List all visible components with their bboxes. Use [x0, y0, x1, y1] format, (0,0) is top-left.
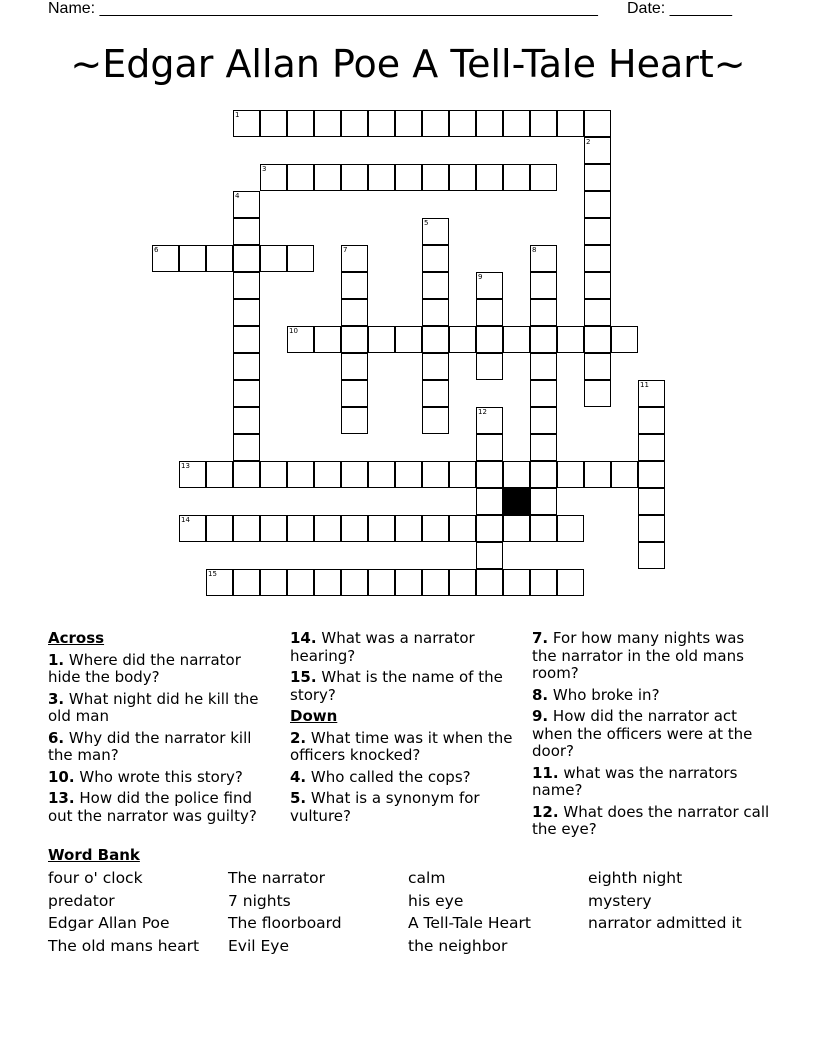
grid-cell[interactable]: [179, 515, 206, 542]
word-bank-item: four o' clock: [48, 869, 143, 887]
grid-cell-number: 9: [478, 273, 483, 281]
date-field-label: Date: _______: [627, 0, 732, 17]
grid-cell[interactable]: [233, 272, 260, 299]
grid-cell[interactable]: [395, 326, 422, 353]
grid-cell[interactable]: [503, 164, 530, 191]
clue-down-8: 8. Who broke in?: [532, 685, 660, 704]
grid-cell[interactable]: [422, 299, 449, 326]
grid-cell[interactable]: [476, 488, 503, 515]
grid-cell[interactable]: [260, 164, 287, 191]
word-bank-item: Edgar Allan Poe: [48, 914, 170, 932]
grid-cell[interactable]: [422, 245, 449, 272]
grid-cell[interactable]: [233, 380, 260, 407]
grid-cell[interactable]: [341, 353, 368, 380]
grid-cell[interactable]: [476, 434, 503, 461]
clues-column-1: [48, 630, 273, 829]
grid-cell[interactable]: [638, 380, 665, 407]
grid-cell-number: 8: [532, 246, 537, 254]
grid-cell-number: 6: [154, 246, 159, 254]
clue-down-7: 7. For how many nights was the narrator in the old mans room?: [532, 629, 745, 682]
grid-cell[interactable]: [530, 461, 557, 488]
grid-cell[interactable]: [530, 515, 557, 542]
grid-cell[interactable]: [449, 164, 476, 191]
clue-down-4: 4. Who called the cops?: [290, 767, 471, 786]
grid-cell[interactable]: [341, 569, 368, 596]
grid-cell[interactable]: [530, 326, 557, 353]
grid-cell[interactable]: [368, 461, 395, 488]
grid-cell[interactable]: [341, 299, 368, 326]
grid-cell-number: 15: [208, 570, 217, 578]
grid-cell[interactable]: [341, 164, 368, 191]
grid-cell[interactable]: [584, 353, 611, 380]
grid-cell[interactable]: [287, 110, 314, 137]
grid-cell[interactable]: [557, 326, 584, 353]
grid-cell[interactable]: [287, 164, 314, 191]
grid-cell[interactable]: [395, 515, 422, 542]
clue-across-10: 10. Who wrote this story?: [48, 767, 243, 786]
grid-cell[interactable]: [476, 542, 503, 569]
grid-cell[interactable]: [638, 542, 665, 569]
grid-cell[interactable]: [422, 407, 449, 434]
grid-cell[interactable]: [530, 434, 557, 461]
grid-cell[interactable]: [530, 245, 557, 272]
grid-cell[interactable]: [314, 164, 341, 191]
grid-cell[interactable]: [476, 407, 503, 434]
grid-cell-number: 14: [181, 516, 190, 524]
grid-cell[interactable]: [206, 515, 233, 542]
grid-cell[interactable]: [584, 380, 611, 407]
grid-cell-number: 4: [235, 192, 240, 200]
grid-cell[interactable]: [260, 110, 287, 137]
grid-cell[interactable]: [287, 245, 314, 272]
grid-cell[interactable]: [206, 569, 233, 596]
grid-cell[interactable]: [395, 110, 422, 137]
grid-cell[interactable]: [503, 326, 530, 353]
grid-cell[interactable]: [557, 110, 584, 137]
grid-cell[interactable]: [368, 110, 395, 137]
page-title: ~Edgar Allan Poe A Tell-Tale Heart~: [70, 42, 746, 86]
across-heading: Across: [48, 629, 105, 647]
clue-down-5: 5. What is a synonym for vulture?: [290, 789, 480, 825]
word-bank-item: The floorboard: [228, 914, 342, 932]
grid-cell[interactable]: [476, 569, 503, 596]
grid-cell[interactable]: [584, 110, 611, 137]
grid-cell[interactable]: [611, 461, 638, 488]
grid-cell[interactable]: [260, 569, 287, 596]
grid-cell[interactable]: [395, 461, 422, 488]
grid-cell[interactable]: [584, 272, 611, 299]
grid-cell[interactable]: [584, 164, 611, 191]
grid-cell[interactable]: [422, 326, 449, 353]
grid-cell[interactable]: [422, 380, 449, 407]
word-bank-item: A Tell-Tale Heart: [408, 914, 531, 932]
grid-cell[interactable]: [638, 488, 665, 515]
grid-cell[interactable]: [233, 515, 260, 542]
grid-cell[interactable]: [476, 353, 503, 380]
clues-column-3: [532, 630, 772, 843]
clues-column-2: [290, 630, 515, 829]
grid-cell[interactable]: [638, 461, 665, 488]
word-bank-item: mystery: [588, 892, 652, 910]
word-bank-item: eighth night: [588, 869, 683, 887]
word-bank-item: The old mans heart: [48, 937, 200, 955]
grid-cell[interactable]: [638, 434, 665, 461]
grid-black-square: [503, 488, 530, 515]
grid-cell[interactable]: [449, 110, 476, 137]
grid-cell[interactable]: [314, 569, 341, 596]
grid-cell[interactable]: [422, 515, 449, 542]
grid-cell[interactable]: [584, 245, 611, 272]
grid-cell[interactable]: [341, 461, 368, 488]
grid-cell[interactable]: [260, 245, 287, 272]
grid-cell-number: 10: [289, 327, 298, 335]
word-bank-item: the neighbor: [408, 937, 508, 955]
grid-cell[interactable]: [341, 272, 368, 299]
grid-cell[interactable]: [341, 245, 368, 272]
grid-cell[interactable]: [422, 353, 449, 380]
grid-cell[interactable]: [476, 272, 503, 299]
clue-across-14: 14. What was a narrator hearing?: [290, 629, 475, 665]
down-heading: Down: [290, 707, 338, 725]
word-bank-item: The narrator: [228, 869, 325, 887]
grid-cell[interactable]: [314, 515, 341, 542]
grid-cell[interactable]: [233, 326, 260, 353]
grid-cell[interactable]: [233, 353, 260, 380]
grid-cell[interactable]: [287, 326, 314, 353]
grid-cell[interactable]: [341, 515, 368, 542]
grid-cell[interactable]: [530, 272, 557, 299]
clue-across-13: 13. How did the police find out the narrator was guilty?: [48, 789, 257, 825]
grid-cell[interactable]: [233, 461, 260, 488]
grid-cell[interactable]: [476, 461, 503, 488]
grid-cell[interactable]: [368, 164, 395, 191]
word-bank-item: 7 nights: [228, 892, 291, 910]
grid-cell[interactable]: [530, 569, 557, 596]
grid-cell[interactable]: [476, 299, 503, 326]
grid-cell[interactable]: [233, 434, 260, 461]
grid-cell[interactable]: [503, 461, 530, 488]
word-bank-item: narrator admitted it: [588, 914, 742, 932]
grid-cell[interactable]: [287, 461, 314, 488]
grid-cell[interactable]: [314, 110, 341, 137]
clue-down-11: 11. what was the narrators name?: [532, 763, 738, 799]
grid-cell-number: 7: [343, 246, 348, 254]
grid-cell[interactable]: [422, 272, 449, 299]
grid-cell[interactable]: [449, 461, 476, 488]
grid-cell[interactable]: [449, 515, 476, 542]
grid-cell[interactable]: [260, 515, 287, 542]
grid-cell[interactable]: [422, 218, 449, 245]
grid-cell[interactable]: [422, 110, 449, 137]
grid-cell[interactable]: [557, 569, 584, 596]
clue-across-1: 1. Where did the narrator hide the body?: [48, 650, 241, 686]
grid-cell[interactable]: [476, 515, 503, 542]
grid-cell[interactable]: [530, 164, 557, 191]
grid-cell[interactable]: [476, 164, 503, 191]
clue-across-3: 3. What night did he kill the old man: [48, 689, 259, 725]
grid-cell[interactable]: [449, 326, 476, 353]
grid-cell[interactable]: [233, 569, 260, 596]
grid-cell[interactable]: [233, 245, 260, 272]
grid-cell[interactable]: [233, 191, 260, 218]
grid-cell[interactable]: [287, 569, 314, 596]
word-bank-item: Evil Eye: [228, 937, 290, 955]
grid-cell[interactable]: [152, 245, 179, 272]
grid-cell[interactable]: [638, 407, 665, 434]
grid-cell[interactable]: [530, 110, 557, 137]
grid-cell[interactable]: [449, 569, 476, 596]
grid-cell[interactable]: [368, 326, 395, 353]
grid-cell[interactable]: [503, 569, 530, 596]
grid-cell[interactable]: [503, 110, 530, 137]
grid-cell-number: 11: [640, 381, 649, 389]
grid-cell[interactable]: [530, 299, 557, 326]
grid-cell[interactable]: [530, 380, 557, 407]
grid-cell[interactable]: [422, 461, 449, 488]
grid-cell[interactable]: [584, 137, 611, 164]
word-bank-item: his eye: [408, 892, 464, 910]
grid-cell-number: 5: [424, 219, 429, 227]
grid-cell[interactable]: [341, 380, 368, 407]
grid-cell[interactable]: [260, 461, 287, 488]
grid-cell[interactable]: [476, 326, 503, 353]
clue-across-6: 6. Why did the narrator kill the man?: [48, 728, 252, 764]
grid-cell[interactable]: [341, 407, 368, 434]
grid-cell[interactable]: [233, 299, 260, 326]
clue-across-15: 15. What is the name of the story?: [290, 668, 503, 704]
grid-cell[interactable]: [584, 191, 611, 218]
grid-cell[interactable]: [206, 461, 233, 488]
grid-cell[interactable]: [233, 407, 260, 434]
grid-cell[interactable]: [314, 326, 341, 353]
grid-cell[interactable]: [368, 515, 395, 542]
grid-cell[interactable]: [476, 110, 503, 137]
grid-cell[interactable]: [179, 461, 206, 488]
grid-cell-number: 12: [478, 408, 487, 416]
grid-cell[interactable]: [287, 515, 314, 542]
grid-cell[interactable]: [341, 326, 368, 353]
grid-cell[interactable]: [584, 299, 611, 326]
clue-down-2: 2. What time was it when the officers knocked?: [290, 728, 513, 764]
name-field-label: Name: ________________________________________________________: [48, 0, 598, 17]
grid-cell[interactable]: [503, 515, 530, 542]
clue-down-12: 12. What does the narrator call the eye?: [532, 802, 770, 838]
grid-cell[interactable]: [557, 461, 584, 488]
grid-cell[interactable]: [395, 164, 422, 191]
grid-cell[interactable]: [422, 569, 449, 596]
grid-cell[interactable]: [314, 461, 341, 488]
grid-cell-number: 3: [262, 165, 267, 173]
grid-cell[interactable]: [206, 245, 233, 272]
grid-cell[interactable]: [530, 353, 557, 380]
grid-cell[interactable]: [422, 164, 449, 191]
grid-cell[interactable]: [368, 569, 395, 596]
grid-cell[interactable]: [584, 326, 611, 353]
grid-cell[interactable]: [557, 515, 584, 542]
word-bank-heading: Word Bank: [48, 846, 140, 864]
grid-cell-number: 1: [235, 111, 240, 119]
word-bank-item: predator: [48, 892, 115, 910]
grid-cell[interactable]: [584, 461, 611, 488]
grid-cell[interactable]: [584, 218, 611, 245]
clue-down-9: 9. How did the narrator act when the officers were at the door?: [532, 707, 753, 760]
grid-cell[interactable]: [341, 110, 368, 137]
word-bank-item: calm: [408, 869, 446, 887]
grid-cell[interactable]: [233, 218, 260, 245]
grid-cell[interactable]: [638, 515, 665, 542]
grid-cell[interactable]: [530, 407, 557, 434]
grid-cell[interactable]: [395, 569, 422, 596]
grid-cell[interactable]: [233, 110, 260, 137]
grid-cell[interactable]: [179, 245, 206, 272]
grid-cell-number: 13: [181, 462, 190, 470]
grid-cell[interactable]: [530, 488, 557, 515]
grid-cell-number: 2: [586, 138, 591, 146]
grid-cell[interactable]: [611, 326, 638, 353]
